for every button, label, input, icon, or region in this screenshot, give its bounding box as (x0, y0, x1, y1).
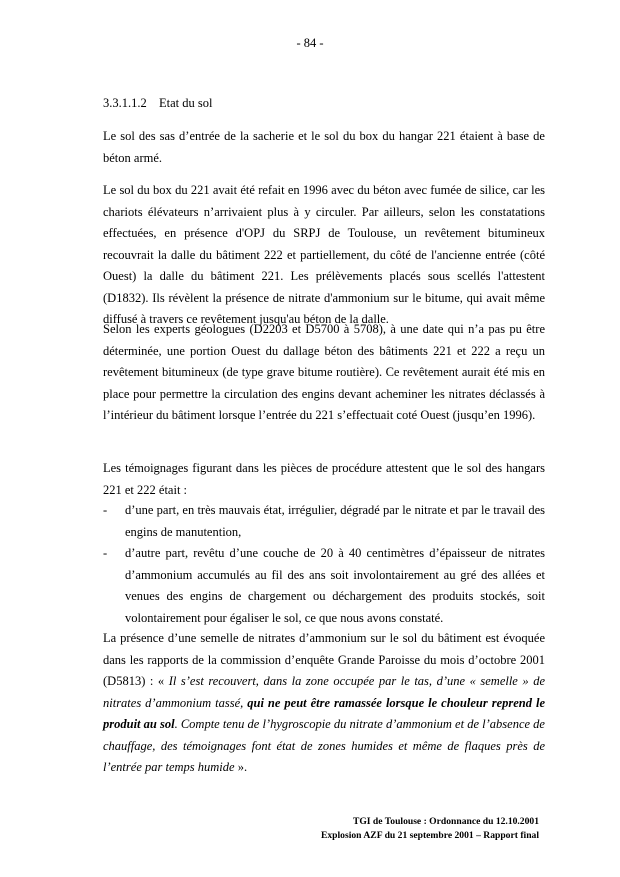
list-dash: - (103, 546, 108, 560)
section-title: Etat du sol (159, 96, 213, 110)
paragraph-4: Les témoignages figurant dans les pièces de procédure attestent que le sol des hangars 221 et 222 était : (103, 461, 545, 497)
paragraph-2: Le sol du box du 221 avait été refait en 1996 avec du béton avec fumée de silice, car les chariots élévateurs n’arrivaient plus à y circuler. Par ailleurs, selon les constatations effectuées, en présence d'OPJ du SRPJ de Toulouse, un revêtement bitumineux recouvrait la dalle du bâtiment 222 et partiellement, du côté de l'ancienne entrée (côté Ouest) la dalle du bâtiment 221. Les prélèvements placés sous scellés l'attestent (D1832). Ils révèlent la présence de nitrate d'ammonium sur le bitume, qui avait même diffusé à travers ce revêtement jusqu'au béton de la dalle. (103, 183, 545, 326)
list-item (103, 500, 545, 543)
paragraph-1: Le sol des sas d’entrée de la sacherie et le sol du box du hangar 221 étaient à base de béton armé. (103, 129, 545, 165)
footer-line-1: TGI de Toulouse : Ordonnance du 12.10.2001 (352, 816, 539, 827)
list-item (103, 543, 545, 629)
list-item-text: d’autre part, revêtu d’une couche de 20 à 40 centimètres d’épaisseur de nitrates d’ammonium accumulés au fil des ans soit involontairement au gré des allées et venues des engins de chargement ou déchargement des produits stockés, soit volontairement pour égaliser le sol, ce que nous avons constaté. (125, 546, 545, 625)
quote-italic-2: . Compte tenu de l’hygroscopie du nitrate d’ammonium et de l’absence de chauffage, des témoignages font état de zones humides et même de flaques près de l’entrée par temps humide (103, 717, 545, 774)
list-item-text: d’une part, en très mauvais état, irrégulier, dégradé par le nitrate et par le travail des engins de manutention, (125, 503, 545, 539)
quote-italic-1: Il s’est recouvert, dans la zone occupée par le tas, d’une « semelle » de nitrates d’ammonium tassé, (103, 674, 545, 710)
quote-intro: La présence d’une semelle de nitrates d’ammonium sur le sol du bâtiment est évoquée dans les rapports de la commission d’enquête Grande Paroisse du mois d’octobre 2001 (D5813) : « (103, 631, 545, 688)
quote-end: ». (234, 760, 248, 774)
footer (300, 815, 539, 843)
quote-bold-italic: qui ne peut être ramassée lorsque le chouleur reprend le produit au sol (103, 695, 545, 731)
condition-list (103, 500, 545, 629)
section-heading (103, 96, 212, 111)
list-dash: - (103, 503, 108, 517)
section-number: 3.3.1.1.2 (103, 96, 147, 110)
paragraph-5 (103, 628, 545, 779)
footer-line-2: Explosion AZF du 21 septembre 2001 – Rapport final (320, 830, 539, 841)
page-number: - 84 - (296, 36, 324, 50)
paragraph-3: Selon les experts géologues (D2203 et D5700 à 5708), à une date qui n’a pas pu être déterminée, une portion Ouest du dallage béton des bâtiments 221 et 222 a reçu un revêtement bitumineux (de type grave bitume routière). Ce revêtement aurait été mis en place pour permettre la circulation des engins devant acheminer les nitrates déclassés à l’intérieur du bâtiment lorsque l’entrée du 221 s’effectuait coté Ouest (jusqu’en 1996). (103, 322, 545, 422)
